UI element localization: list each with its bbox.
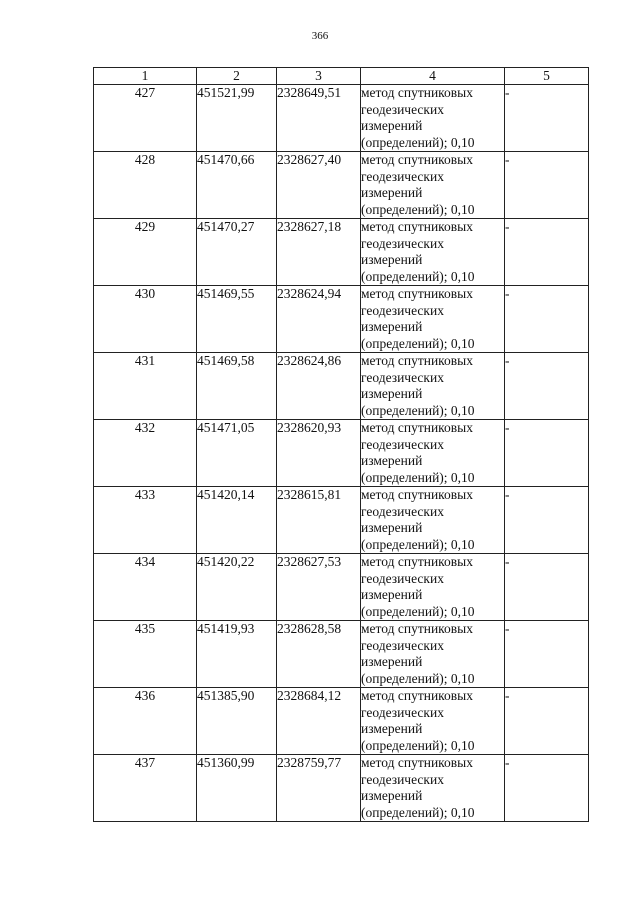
x-coordinate-cell: 451471,05 [197, 420, 277, 487]
table-row [94, 755, 589, 822]
method-line: метод спутниковых [361, 487, 473, 502]
method-line: измерений [361, 185, 423, 200]
method-line: метод спутниковых [361, 152, 473, 167]
x-coordinate-cell: 451470,27 [197, 219, 277, 286]
method-line: (определений); 0,10 [361, 402, 475, 418]
method-line: измерений [361, 654, 423, 669]
method-line: геодезических [361, 101, 444, 117]
y-coordinate-cell: 2328627,53 [277, 554, 361, 621]
point-number-cell: 427 [94, 85, 197, 152]
note-cell: - [505, 487, 589, 554]
y-coordinate-cell: 2328615,81 [277, 487, 361, 554]
point-number-cell: 432 [94, 420, 197, 487]
x-coordinate-cell: 451420,22 [197, 554, 277, 621]
method-line: геодезических [361, 168, 444, 184]
method-cell [361, 688, 505, 755]
table-row [94, 554, 589, 621]
y-coordinate-cell: 2328627,40 [277, 152, 361, 219]
table-row [94, 286, 589, 353]
method-line: геодезических [361, 235, 444, 251]
note-cell: - [505, 219, 589, 286]
method-cell [361, 353, 505, 420]
method-line: геодезических [361, 503, 444, 519]
y-coordinate-cell: 2328684,12 [277, 688, 361, 755]
x-coordinate-cell: 451419,93 [197, 621, 277, 688]
y-coordinate-cell: 2328627,18 [277, 219, 361, 286]
method-line: (определений); 0,10 [361, 134, 475, 150]
y-coordinate-cell: 2328628,58 [277, 621, 361, 688]
x-coordinate-cell: 451470,66 [197, 152, 277, 219]
method-cell [361, 755, 505, 822]
note-cell: - [505, 152, 589, 219]
table-row [94, 152, 589, 219]
point-number-cell: 437 [94, 755, 197, 822]
column-header-1: 1 [94, 68, 197, 85]
method-line: метод спутниковых [361, 353, 473, 368]
method-line: (определений); 0,10 [361, 536, 475, 552]
note-cell: - [505, 286, 589, 353]
column-header-2: 2 [197, 68, 277, 85]
method-cell [361, 286, 505, 353]
method-line: (определений); 0,10 [361, 335, 475, 351]
table-row [94, 688, 589, 755]
method-line: (определений); 0,10 [361, 201, 475, 217]
point-number-cell: 436 [94, 688, 197, 755]
y-coordinate-cell: 2328624,94 [277, 286, 361, 353]
method-line: измерений [361, 453, 423, 468]
method-line: метод спутниковых [361, 85, 473, 100]
method-line: метод спутниковых [361, 554, 473, 569]
method-cell [361, 152, 505, 219]
point-number-cell: 434 [94, 554, 197, 621]
x-coordinate-cell: 451469,58 [197, 353, 277, 420]
method-line: геодезических [361, 771, 444, 787]
point-number-cell: 430 [94, 286, 197, 353]
table-row [94, 420, 589, 487]
method-line: измерений [361, 252, 423, 267]
note-cell: - [505, 420, 589, 487]
note-cell: - [505, 554, 589, 621]
method-line: геодезических [361, 570, 444, 586]
y-coordinate-cell: 2328624,86 [277, 353, 361, 420]
method-line: (определений); 0,10 [361, 804, 475, 820]
point-number-cell: 429 [94, 219, 197, 286]
y-coordinate-cell: 2328649,51 [277, 85, 361, 152]
method-line: метод спутниковых [361, 420, 473, 435]
point-number-cell: 431 [94, 353, 197, 420]
method-line: геодезических [361, 369, 444, 385]
method-line: измерений [361, 587, 423, 602]
method-line: (определений); 0,10 [361, 469, 475, 485]
method-line: измерений [361, 118, 423, 133]
header-row [94, 68, 589, 85]
x-coordinate-cell: 451420,14 [197, 487, 277, 554]
method-line: (определений); 0,10 [361, 268, 475, 284]
table-row [94, 219, 589, 286]
method-line: метод спутниковых [361, 621, 473, 636]
method-line: геодезических [361, 302, 444, 318]
column-header-5: 5 [505, 68, 589, 85]
method-line: геодезических [361, 637, 444, 653]
table-row [94, 353, 589, 420]
coordinates-table [93, 67, 589, 822]
note-cell: - [505, 353, 589, 420]
method-cell [361, 487, 505, 554]
method-cell [361, 554, 505, 621]
note-cell: - [505, 688, 589, 755]
point-number-cell: 435 [94, 621, 197, 688]
method-line: метод спутниковых [361, 219, 473, 234]
method-line: измерений [361, 721, 423, 736]
x-coordinate-cell: 451360,99 [197, 755, 277, 822]
x-coordinate-cell: 451521,99 [197, 85, 277, 152]
method-line: метод спутниковых [361, 688, 473, 703]
method-line: измерений [361, 319, 423, 334]
method-line: измерений [361, 520, 423, 535]
table-row [94, 621, 589, 688]
method-line: (определений); 0,10 [361, 603, 475, 619]
y-coordinate-cell: 2328620,93 [277, 420, 361, 487]
method-line: метод спутниковых [361, 286, 473, 301]
x-coordinate-cell: 451469,55 [197, 286, 277, 353]
method-line: измерений [361, 788, 423, 803]
table-row [94, 85, 589, 152]
method-line: геодезических [361, 436, 444, 452]
column-header-4: 4 [361, 68, 505, 85]
note-cell: - [505, 85, 589, 152]
note-cell: - [505, 755, 589, 822]
method-line: измерений [361, 386, 423, 401]
method-cell [361, 420, 505, 487]
note-cell: - [505, 621, 589, 688]
method-cell [361, 219, 505, 286]
method-line: метод спутниковых [361, 755, 473, 770]
point-number-cell: 433 [94, 487, 197, 554]
method-line: геодезических [361, 704, 444, 720]
table-body [94, 85, 589, 822]
method-cell [361, 621, 505, 688]
x-coordinate-cell: 451385,90 [197, 688, 277, 755]
method-line: (определений); 0,10 [361, 737, 475, 753]
column-header-3: 3 [277, 68, 361, 85]
point-number-cell: 428 [94, 152, 197, 219]
page-number: 366 [311, 30, 329, 42]
method-line: (определений); 0,10 [361, 670, 475, 686]
table-row [94, 487, 589, 554]
y-coordinate-cell: 2328759,77 [277, 755, 361, 822]
method-cell [361, 85, 505, 152]
